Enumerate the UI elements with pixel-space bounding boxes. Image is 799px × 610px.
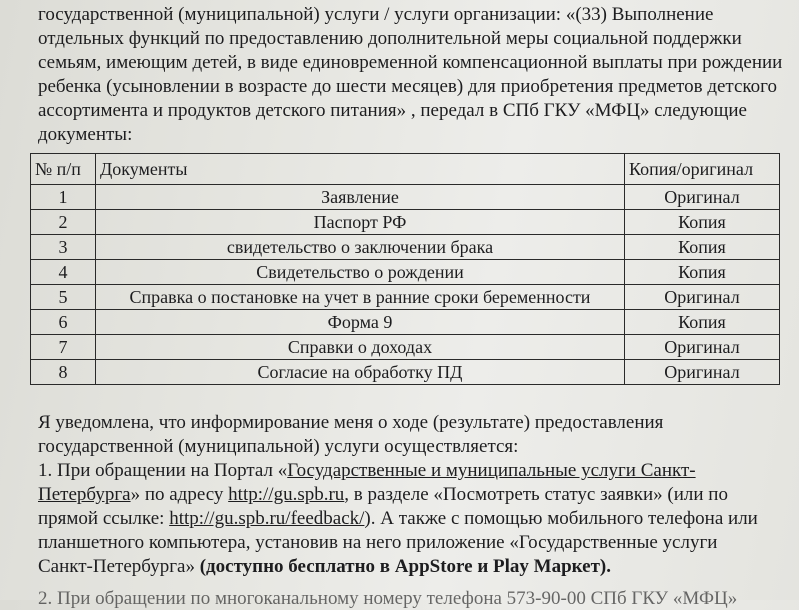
table-row bbox=[31, 360, 780, 385]
intro-line: отдельных функций по предоставлению дополнительной меры социальной поддержки bbox=[38, 28, 742, 49]
notice-line bbox=[38, 460, 696, 482]
notice-text: прямой ссылке: bbox=[38, 508, 170, 529]
notice-line bbox=[38, 556, 611, 578]
notice-text: Санкт-Петербурга» bbox=[38, 556, 200, 577]
notice-line: планшетного компьютера, установив на него приложение «Государственные услуги bbox=[38, 532, 718, 553]
feedback-url-link[interactable]: http://gu.spb.ru/feedback/ bbox=[169, 508, 365, 529]
intro-line: государственной (муниципальной) услуги / услуги организации: «(33) Выполнение bbox=[38, 4, 714, 25]
row-kind: Копия bbox=[625, 260, 780, 285]
row-num: 2 bbox=[31, 210, 96, 235]
row-doc: Заявление bbox=[96, 185, 625, 210]
table-row bbox=[31, 185, 780, 210]
row-num: 6 bbox=[31, 310, 96, 335]
row-doc: Справки о доходах bbox=[96, 335, 625, 360]
table-row bbox=[31, 285, 780, 310]
table-header-row bbox=[31, 154, 780, 185]
header-doc: Документы bbox=[96, 154, 625, 185]
header-num: № п/п bbox=[31, 154, 96, 185]
intro-line: ребенка (усыновлении в возрасте до шести месяцев) для приобретения предметов детского bbox=[38, 76, 777, 97]
notice-text: 1. При обращении на Портал « bbox=[38, 460, 288, 481]
row-doc: Справка о постановке на учет в ранние сроки беременности bbox=[96, 285, 625, 310]
notice-text: ). А также с помощью мобильного телефона или bbox=[364, 508, 758, 529]
documents-table bbox=[30, 153, 780, 385]
table-row bbox=[31, 235, 780, 260]
notice-text: , в разделе «Посмотреть статус заявки» (или по bbox=[344, 484, 728, 505]
intro-line: ассортимента и продуктов детского питания» , передал в СПб ГКУ «МФЦ» следующие bbox=[38, 100, 747, 121]
row-doc: Согласие на обработку ПД bbox=[96, 360, 625, 385]
row-kind: Оригинал bbox=[625, 335, 780, 360]
row-kind: Копия bbox=[625, 310, 780, 335]
row-kind: Оригинал bbox=[625, 185, 780, 210]
row-kind: Копия bbox=[625, 235, 780, 260]
row-kind: Оригинал bbox=[625, 285, 780, 310]
row-num: 1 bbox=[31, 185, 96, 210]
table-row bbox=[31, 335, 780, 360]
appstore-note: (доступно бесплатно в AppStore и Play Маркет). bbox=[199, 556, 611, 577]
intro-line: документы: bbox=[38, 124, 133, 145]
notice-line bbox=[38, 484, 728, 506]
row-doc: Паспорт РФ bbox=[96, 210, 625, 235]
portal-url-link[interactable]: http://gu.spb.ru bbox=[228, 484, 345, 505]
row-kind: Оригинал bbox=[625, 360, 780, 385]
notice-line: Я уведомлена, что информирование меня о ходе (результате) предоставления bbox=[38, 412, 664, 433]
row-doc: Свидетельство о рождении bbox=[96, 260, 625, 285]
table-row bbox=[31, 210, 780, 235]
row-num: 4 bbox=[31, 260, 96, 285]
row-num: 7 bbox=[31, 335, 96, 360]
portal-name-link[interactable]: Петербурга bbox=[38, 484, 131, 505]
portal-name-link[interactable]: Государственные и муниципальные услуги Санкт- bbox=[287, 460, 696, 481]
header-kind: Копия/оригинал bbox=[625, 154, 780, 185]
row-doc: Форма 9 bbox=[96, 310, 625, 335]
table-row bbox=[31, 310, 780, 335]
row-kind: Копия bbox=[625, 210, 780, 235]
notice-line bbox=[38, 508, 758, 530]
row-num: 3 bbox=[31, 235, 96, 260]
notice-line: 2. При обращении по многоканальному номеру телефона 573-90-00 СПб ГКУ «МФЦ» bbox=[38, 588, 738, 609]
notice-text: » по адресу bbox=[130, 484, 229, 505]
row-num: 8 bbox=[31, 360, 96, 385]
row-doc: свидетельство о заключении брака bbox=[96, 235, 625, 260]
row-num: 5 bbox=[31, 285, 96, 310]
intro-line: семьям, имеющим детей, в виде единовременной компенсационной выплаты при рождении bbox=[38, 52, 783, 73]
table-row bbox=[31, 260, 780, 285]
notice-line: государственной (муниципальной) услуги осуществляется: bbox=[38, 436, 519, 457]
